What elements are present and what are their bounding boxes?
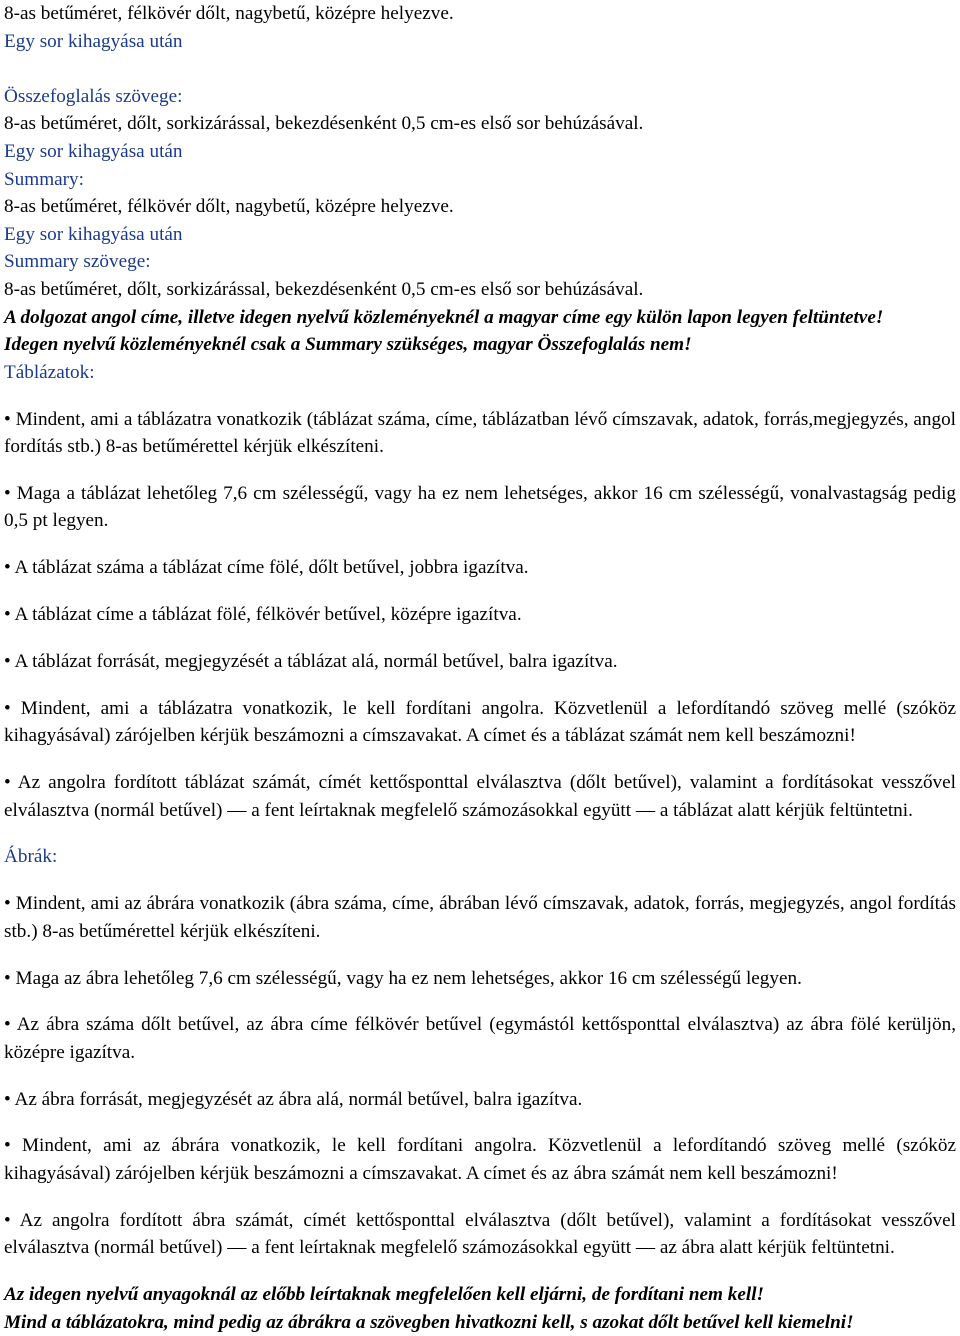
final-note-references: Mind a táblázatokra, mind pedig az ábrákra a szövegben hivatkozni kell, s azokat dőlt betűvel kell kiemelni! [4, 1311, 854, 1333]
heading-osszefoglalas: Összefoglalás szövege: [4, 85, 183, 107]
bullet-icon: • [4, 650, 11, 672]
list-item [4, 695, 956, 750]
list-item [4, 480, 956, 535]
list-item-text: Az ábra száma dőlt betűvel, az ábra címe félkövér betűvel (egymástól kettősponttal elválasztva) az ábra fölé kerüljön, középre igazítva. [4, 1014, 956, 1063]
bullet-icon: • [4, 697, 11, 719]
final-note-foreign: Az idegen nyelvű anyagoknál az előbb leírtaknak megfelelően kell eljárni, de fordítani nem kell! [4, 1284, 765, 1306]
note-foreign-language: Idegen nyelvű közleményeknél csak a Summary szükséges, magyar Összefoglalás nem! [4, 334, 692, 356]
bullet-icon: • [4, 1209, 11, 1231]
bullet-icon: • [4, 967, 11, 989]
format-line-title: 8-as betűméret, félkövér dőlt, nagybetű, középre helyezve. [4, 3, 454, 24]
heading-figures: Ábrák: [4, 846, 58, 868]
list-item-text: Az ábra forrását, megjegyzését az ábra alá, normál betűvel, balra igazítva. [14, 1088, 583, 1110]
summary-text-format: 8-as betűméret, dőlt, sorkizárással, bekezdésenként 0,5 cm-es első sor behúzásával. [4, 278, 644, 300]
tables-bullet-list [4, 406, 956, 825]
list-item [4, 648, 956, 676]
list-item-text: Maga az ábra lehetőleg 7,6 cm szélességű, vagy ha ez nem lehetséges, akkor 16 cm szélességű legyen. [15, 967, 802, 989]
skip-line-note: Egy sor kihagyása után [4, 223, 183, 245]
list-item-text: Az angolra fordított táblázat számát, címét kettősponttal elválasztva (dőlt betűvel), valamint a fordításokat vesszővel elválasztva (normál betűvel) — a fent leírtaknak megfelelő számozásokkal együtt — a táblázat alatt kérjük feltüntetni. [4, 771, 956, 821]
skip-line-note: Egy sor kihagyása után [4, 140, 183, 162]
list-item [4, 554, 956, 582]
list-item [4, 1086, 956, 1114]
list-item [4, 1132, 956, 1187]
blank-line [4, 55, 956, 83]
bullet-icon: • [4, 771, 11, 793]
heading-summary: Summary: [4, 168, 84, 190]
bullet-icon: • [4, 482, 11, 504]
list-item-text: A táblázat forrását, megjegyzését a táblázat alá, normál betűvel, balra igazítva. [14, 650, 618, 672]
bullet-icon: • [4, 408, 11, 430]
list-item-text: Az angolra fordított ábra számát, címét kettősponttal elválasztva (dőlt betűvel), valamint a fordításokat vesszővel elválasztva (normál betűvel) — a fent leírtaknak megfelelő számozásokkal együtt — az ábra alatt kérjük feltüntetni. [4, 1209, 956, 1259]
list-item-text: A táblázat címe a táblázat fölé, félkövér betűvel, középre igazítva. [14, 604, 522, 626]
summary-format: 8-as betűméret, félkövér dőlt, nagybetű, középre helyezve. [4, 196, 454, 218]
list-item-text: Mindent, ami a táblázatra vonatkozik (táblázat száma, címe, táblázatban lévő címszavak, adatok, forrás,megjegyzés, angol fordítás stb.) 8-as betűmérettel kérjük elkészíteni. [4, 408, 957, 458]
osszefoglalas-format: 8-as betűméret, dőlt, sorkizárással, bekezdésenként 0,5 cm-es első sor behúzásával. [4, 113, 644, 135]
list-item [4, 965, 956, 993]
list-item [4, 1207, 956, 1262]
bullet-icon: • [4, 1014, 11, 1036]
skip-line-note: Egy sor kihagyása után [4, 30, 183, 52]
list-item [4, 601, 956, 629]
bullet-icon: • [4, 604, 11, 626]
list-item [4, 1011, 956, 1066]
list-item [4, 769, 956, 824]
bullet-icon: • [4, 893, 11, 915]
list-item [4, 406, 956, 461]
list-item [4, 890, 956, 945]
list-item-text: Maga a táblázat lehetőleg 7,6 cm szélességű, vagy ha ez nem lehetséges, akkor 16 cm szélességű, vonalvastagság pedig 0,5 pt legyen. [4, 482, 956, 532]
heading-summary-text: Summary szövege: [4, 251, 151, 273]
bullet-icon: • [4, 1088, 11, 1110]
list-item-text: A táblázat száma a táblázat címe fölé, dőlt betűvel, jobbra igazítva. [14, 557, 529, 579]
figures-bullet-list [4, 890, 956, 1262]
list-item-text: Mindent, ami az ábrára vonatkozik (ábra száma, címe, ábrában lévő címszavak, adatok, forrás, megjegyzés, angol fordítás stb.) 8-as betűmérettel kérjük elkészíteni. [4, 893, 956, 942]
heading-tables: Táblázatok: [4, 361, 95, 383]
list-item-text: Mindent, ami a táblázatra vonatkozik, le kell fordítani angolra. Közvetlenül a lefordítandó szöveg mellé (szóköz kihagyásával) zárójelben kérjük beszámozni a címszavakat. A címet és a táblázat számát nem kell beszámozni! [4, 697, 956, 747]
bullet-icon: • [4, 557, 11, 579]
list-item-text: Mindent, ami az ábrára vonatkozik, le kell fordítani angolra. Közvetlenül a lefordítandó szöveg mellé (szóköz kihagyásával) zárójelben kérjük beszámozni a címszavakat. A címet és az ábra számát nem kell beszámozni! [4, 1135, 956, 1185]
bullet-icon: • [4, 1135, 11, 1157]
note-english-title: A dolgozat angol címe, illetve idegen nyelvű közleményeknél a magyar címe egy külön lapon legyen feltüntetve! [4, 306, 884, 328]
